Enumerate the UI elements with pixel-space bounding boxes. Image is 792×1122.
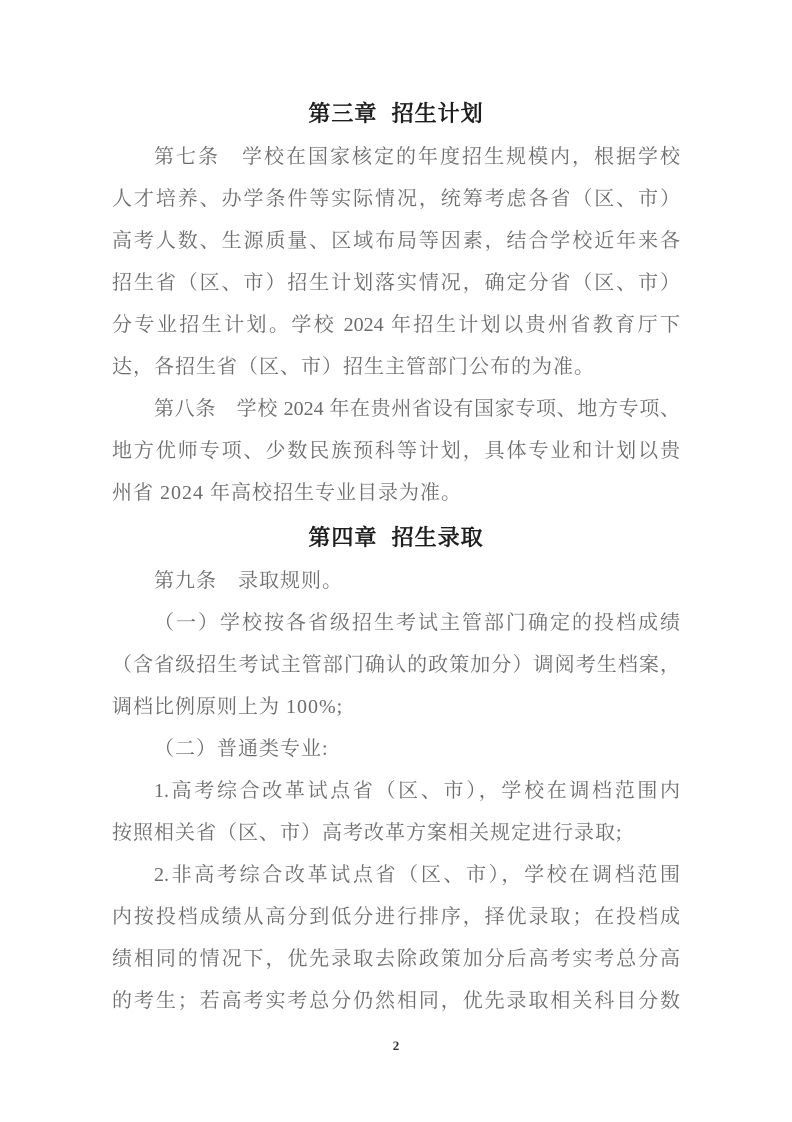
text-line: 内按投档成绩从高分到低分进行排序，择优录取；在投档成	[112, 906, 680, 928]
paragraph	[112, 136, 680, 388]
text-line: 地方优师专项、少数民族预科等计划，具体专业和计划以贵	[112, 440, 680, 462]
text-line: 第八条 学校 2024 年在贵州省设有国家专项、地方专项、	[154, 398, 680, 420]
text-line: 分专业招生计划。学校 2024 年招生计划以贵州省教育厅下	[112, 314, 680, 336]
text-line: 2.非高考综合改革试点省（区、市），学校在调档范围	[154, 864, 680, 886]
text-line: 第七条 学校在国家核定的年度招生规模内，根据学校	[154, 146, 680, 168]
text-line: 高考人数、生源质量、区域布局等因素，结合学校近年来各	[112, 230, 680, 252]
text-line: 调档比例原则上为 100%;	[112, 696, 344, 718]
text-line: （一）学校按各省级招生考试主管部门确定的投档成绩	[154, 612, 680, 634]
section-heading: 第三章 招生计划	[308, 101, 484, 126]
paragraph	[112, 854, 680, 1022]
text-line: （二）普通类专业:	[154, 738, 329, 760]
text-line: 按照相关省（区、市）高考改革方案相关规定进行录取;	[112, 822, 623, 844]
text-line: （含省级招生考试主管部门确认的政策加分）调阅考生档案，	[112, 654, 680, 676]
document-content	[112, 90, 680, 1022]
paragraph	[112, 728, 680, 770]
text-line: 人才培养、办学条件等实际情况，统筹考虑各省（区、市）	[112, 188, 680, 210]
section-heading: 第四章 招生录取	[308, 525, 484, 550]
page-number: 2	[392, 1038, 400, 1053]
text-line: 州省 2024 年高校招生专业目录为准。	[112, 482, 462, 504]
paragraph	[112, 602, 680, 728]
text-line: 招生省（区、市）招生计划落实情况，确定分省（区、市）	[112, 272, 680, 294]
text-line: 1.高考综合改革试点省（区、市），学校在调档范围内	[154, 780, 680, 802]
paragraph	[112, 770, 680, 854]
paragraph	[112, 388, 680, 514]
paragraph	[112, 560, 680, 602]
text-line: 的考生；若高考实考总分仍然相同，优先录取相关科目分数	[112, 990, 680, 1012]
text-line: 绩相同的情况下，优先录取去除政策加分后高考实考总分高	[112, 948, 680, 970]
text-line: 达，各招生省（区、市）招生主管部门公布的为准。	[112, 356, 595, 378]
text-line: 第九条 录取规则。	[154, 570, 343, 592]
